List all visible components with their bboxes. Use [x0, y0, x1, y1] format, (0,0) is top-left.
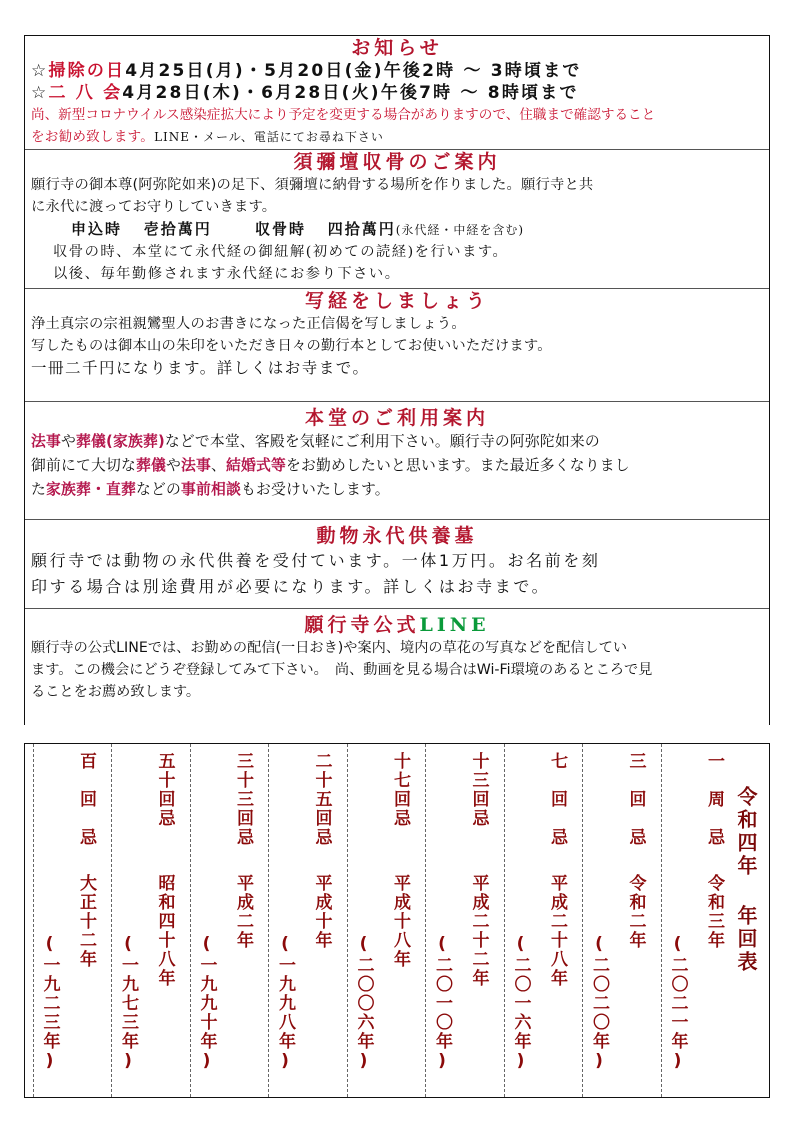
- nenki-year: (二〇〇六年): [353, 934, 374, 1073]
- line-text-1: 願行寺の公式LINEでは、お勤めの配信(一日おき)や案内、境内の草花の写真などを配信してい: [31, 640, 628, 656]
- nenki-column: [582, 744, 661, 1097]
- nenki-column: [504, 744, 583, 1097]
- nenki-column: [425, 744, 504, 1097]
- notice-nihachi-line: [31, 82, 763, 104]
- hondo-text-2: [31, 454, 763, 478]
- hondo-title: 本堂のご利用案内: [304, 407, 489, 429]
- shakyo-text-2: 写したものは御本山の朱印をいただき日々の勤行本としてお使いいただけます。: [31, 338, 552, 354]
- notice-title: お知らせ: [351, 37, 443, 59]
- hondo-text: や: [165, 457, 181, 474]
- nihachi-label: 二 八 会: [48, 83, 123, 103]
- hondo-link-kekkon: 結婚式等: [225, 457, 286, 474]
- fee-apply-value: 壱拾萬円: [143, 220, 212, 238]
- nenki-kai: 百 回 忌: [76, 752, 96, 847]
- nenki-era: 令和二年: [625, 874, 646, 950]
- hondo-text-3: [31, 478, 763, 502]
- nenki-column: [33, 744, 112, 1097]
- fee-note: (永代経・中経を含む): [395, 223, 525, 237]
- hondo-text: 御前にて大切な: [31, 457, 136, 474]
- nenki-heading-label: 年回表: [734, 905, 758, 974]
- shumidan-text-4: 以後、毎年勤修されます永代経にお参り下さい。: [53, 266, 401, 282]
- hondo-link-sougi: 葬儀(家族葬): [76, 433, 165, 450]
- hondo-section: [25, 402, 769, 520]
- nenki-year: (一九九八年): [275, 934, 295, 1073]
- nenki-year: (一九七三年): [118, 934, 138, 1073]
- nenki-column: [661, 744, 740, 1097]
- line-text-3: ることをお薦め致します。: [31, 684, 201, 700]
- line-section: [25, 609, 769, 726]
- nenki-kai: 二十五回忌: [311, 752, 332, 847]
- nenki-year: (一九九十年): [196, 934, 217, 1073]
- nenki-column: [111, 744, 190, 1097]
- nenki-era: 平成十八年: [390, 874, 410, 969]
- hondo-text-1: [31, 430, 763, 454]
- hondo-text: などで本堂、客殿を気軽にご利用下さい。願行寺の阿弥陀如来の: [164, 433, 600, 450]
- hondo-text: をお勤めしたいと思います。また最近多くなりまし: [285, 457, 630, 474]
- info-panel: [24, 35, 770, 725]
- hondo-link-jizen: 事前相談: [180, 481, 241, 498]
- dobutsu-text-2: 印する場合は別途費用が必要になります。詳しくはお寺まで。: [31, 577, 551, 596]
- covid-caution: 尚、新型コロナウイルス感染症拡大により予定を変更する場合がありますので、住職まで確認すること: [31, 107, 656, 123]
- shakyo-title: 写経をしましょう: [304, 290, 489, 312]
- nenki-kai: 三 回 忌: [625, 752, 646, 847]
- dobutsu-title: 動物永代供養墓: [316, 525, 478, 547]
- covid-caution-2: [31, 126, 763, 148]
- nenki-era: 平成二十二年: [468, 874, 489, 988]
- star-icon: ☆: [31, 61, 49, 81]
- hondo-link-kazokuso: 家族葬・直葬: [46, 481, 136, 498]
- hondo-link-hoji: 法事: [180, 457, 211, 474]
- contact-methods: LINE・メール、電話にてお尋ね下さい: [154, 130, 384, 144]
- nenki-era: 平成二年: [233, 874, 253, 950]
- dobutsu-section: [25, 520, 769, 609]
- nenki-era: 平成二十八年: [547, 874, 567, 988]
- hondo-link-hoji: 法事: [31, 433, 61, 450]
- line-title-text: 願行寺公式: [304, 614, 420, 636]
- shumidan-text-1: 願行寺の御本尊(阿弥陀如来)の足下、須彌壇に納骨する場所を作りました。願行寺と共: [31, 177, 594, 193]
- hondo-link-sougi: 葬儀: [135, 457, 166, 474]
- line-logo-text: LINE: [419, 614, 490, 636]
- nihachi-dates: 4月28日(木)・6月28日(火)午後7時 ～ 8時頃まで: [122, 83, 579, 103]
- shumidan-text-2: に永代に渡ってお守りしていきます。: [31, 199, 277, 215]
- cleaning-day-label: 掃除の日: [48, 61, 126, 81]
- shakyo-text-3: 一冊二千円になります。詳しくはお寺まで。: [31, 359, 370, 377]
- nenki-kai: 十三回忌: [468, 752, 489, 828]
- hondo-text: 、: [210, 457, 226, 474]
- line-text-2: ます。この機会にどうぞ登録してみて下さい。 尚、動画を見る場合はWi-Fi環境のあるところで見: [31, 662, 653, 678]
- nenki-heading-year: 令和四年: [734, 786, 758, 878]
- nenki-era: 令和三年: [704, 874, 724, 950]
- nenki-kai: 一 周 忌: [704, 752, 724, 847]
- nenki-kai: 五十回忌: [154, 752, 175, 828]
- shakyo-text-1: 浄土真宗の宗祖親鸞聖人のお書きになった正信偈を写しましょう。: [31, 316, 466, 332]
- dobutsu-text-1: 願行寺では動物の永代供養を受付ています。一体1万円。お名前を刻: [31, 551, 601, 570]
- nenki-era: 大正十二年: [76, 874, 96, 969]
- notice-section: [25, 36, 769, 150]
- shumidan-section: [25, 150, 769, 289]
- nenki-column: [268, 744, 347, 1097]
- nenki-era: 平成十年: [311, 874, 332, 950]
- fee-collect-label: 収骨時: [255, 220, 307, 238]
- hondo-text: などの: [135, 481, 181, 498]
- line-title: [31, 613, 763, 637]
- nenki-column: [347, 744, 426, 1097]
- nenki-era: 昭和四十八年: [154, 874, 175, 988]
- fee-collect-value: 四拾萬円: [327, 220, 396, 238]
- caution-recommend: をお勧め致します。: [31, 129, 155, 145]
- nenki-kai: 三十三回忌: [233, 752, 253, 847]
- nenki-table: [24, 743, 770, 1098]
- nenki-column: [190, 744, 269, 1097]
- shumidan-title: 須彌壇収骨のご案内: [293, 151, 501, 173]
- nenki-kai: 十七回忌: [390, 752, 410, 828]
- nenki-year: (二〇二一年): [667, 934, 688, 1073]
- star-icon: ☆: [31, 83, 49, 103]
- nenki-year: (二〇一〇年): [432, 934, 452, 1073]
- nenki-kai: 七 回 忌: [547, 752, 567, 847]
- nenki-year: (一九二三年): [39, 934, 60, 1073]
- nenki-year: (二〇二〇年): [589, 934, 609, 1073]
- hondo-text: もお受けいたします。: [240, 481, 390, 498]
- cleaning-day-dates: 4月25日(月)・5月20日(金)午後2時 ～ 3時頃まで: [125, 61, 582, 81]
- shakyo-section: [25, 289, 769, 402]
- notice-cleaning-line: [31, 60, 763, 82]
- hondo-text: や: [61, 433, 76, 450]
- nenki-year: (二〇一六年): [510, 934, 531, 1073]
- fee-apply-label: 申込時: [71, 220, 123, 238]
- shumidan-fees: [31, 218, 763, 241]
- hondo-text: た: [31, 481, 46, 498]
- shumidan-text-3: 収骨の時、本堂にて永代経の御紐解(初めての読経)を行います。: [53, 244, 509, 260]
